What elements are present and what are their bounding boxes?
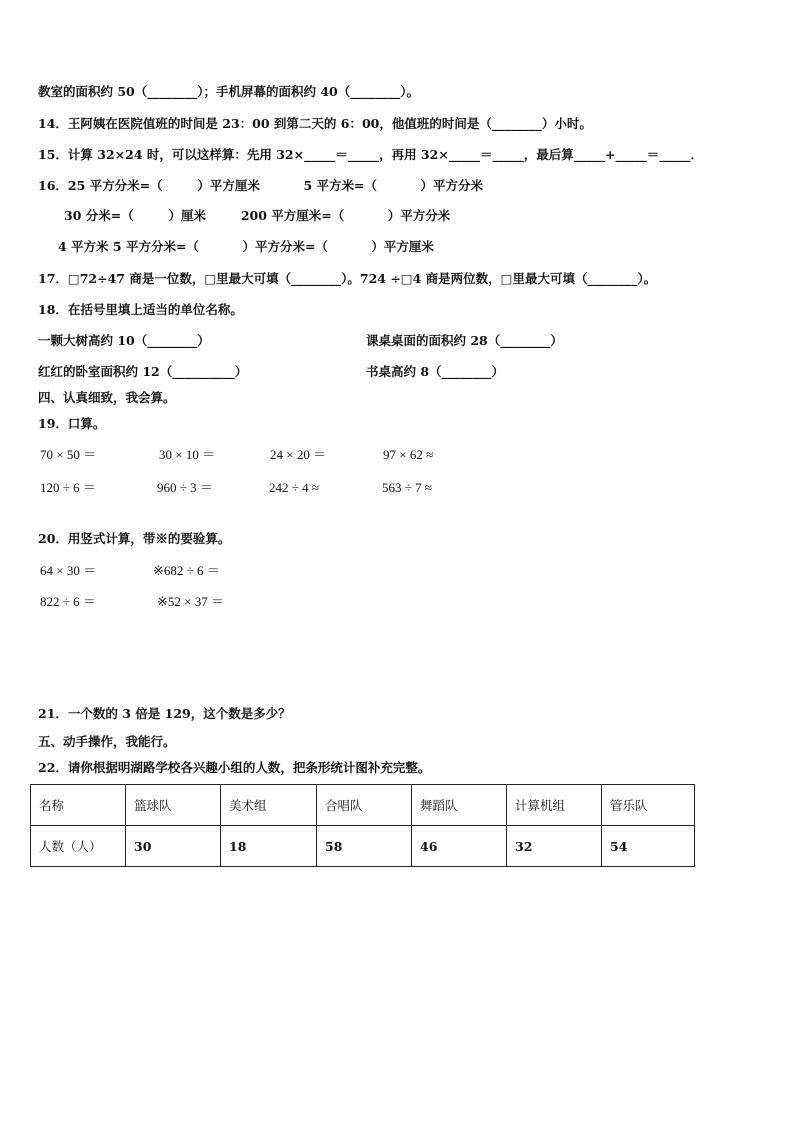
q18-item-table-height: 书桌高约 8（________） bbox=[366, 364, 505, 379]
q20: 20．用竖式计算，带※的要验算。 bbox=[38, 531, 231, 546]
table-cell: 54 bbox=[602, 826, 695, 867]
oral-r1-c1: 70 × 50 ＝ bbox=[40, 447, 97, 462]
table-cell: 30 bbox=[126, 826, 221, 867]
table-row bbox=[31, 826, 695, 867]
vertical-calc-a: 64 × 30 ＝ bbox=[40, 563, 97, 578]
q15: 15．计算 32×24 时，可以这样算：先用 32×_____＝_____，再用 32×_____＝_____，最后算_____+_____＝_____． bbox=[38, 147, 704, 162]
q16-line1: 16．25 平方分米=（ ）平方厘米 5 平方米=（ ）平方分米 bbox=[38, 178, 483, 193]
table-cell: 名称 bbox=[31, 785, 126, 826]
q14: 14．王阿姨在医院值班的时间是 23：00 到第二天的 6：00，他值班的时间是（________）小时。 bbox=[38, 116, 592, 131]
q18-item-bedroom: 红红的卧室面积约 12（__________） bbox=[38, 364, 248, 379]
section-5-heading: 五、动手操作，我能行。 bbox=[38, 734, 176, 749]
table-cell: 美术组 bbox=[221, 785, 317, 826]
oral-r2-c1: 120 ÷ 6 ＝ bbox=[40, 480, 96, 495]
table-cell: 合唱队 bbox=[317, 785, 412, 826]
table-row bbox=[31, 785, 695, 826]
table-cell: 18 bbox=[221, 826, 317, 867]
oral-r1-c4: 97 × 62 ≈ bbox=[383, 447, 434, 462]
oral-r2-c4: 563 ÷ 7 ≈ bbox=[382, 480, 433, 495]
oral-r2-c3: 242 ÷ 4 ≈ bbox=[269, 480, 320, 495]
q16-line3: 4 平方米 5 平方分米=（ ）平方分米=（ ）平方厘米 bbox=[58, 239, 434, 254]
table-cell: 篮球队 bbox=[126, 785, 221, 826]
q16-line2: 30 分米=（ ）厘米 200 平方厘米=（ ）平方分米 bbox=[64, 208, 451, 223]
table-cell: 32 bbox=[507, 826, 602, 867]
vertical-calc-c: 822 ÷ 6 ＝ bbox=[40, 594, 96, 609]
table-cell: 舞蹈队 bbox=[412, 785, 507, 826]
q21: 21．一个数的 3 倍是 129，这个数是多少？ bbox=[38, 706, 291, 721]
table-cell: 58 bbox=[317, 826, 412, 867]
table-cell: 计算机组 bbox=[507, 785, 602, 826]
q17: 17．□72÷47 商是一位数，□里最大可填（________）。724 ÷□4 商是两位数，□里最大可填（________）。 bbox=[38, 271, 657, 286]
oral-r2-c2: 960 ÷ 3 ＝ bbox=[157, 480, 213, 495]
section-4-heading: 四、认真细致，我会算。 bbox=[38, 390, 176, 405]
oral-r1-c3: 24 × 20 ＝ bbox=[270, 447, 327, 462]
table-cell: 46 bbox=[412, 826, 507, 867]
q19: 19．口算。 bbox=[38, 416, 106, 431]
oral-r1-c2: 30 × 10 ＝ bbox=[159, 447, 216, 462]
vertical-calc-b: ※682 ÷ 6 ＝ bbox=[153, 563, 220, 578]
table-cell: 人数（人） bbox=[31, 826, 126, 867]
q18: 18．在括号里填上适当的单位名称。 bbox=[38, 302, 243, 317]
q22: 22．请你根据明湖路学校各兴趣小组的人数，把条形统计图补充完整。 bbox=[38, 760, 431, 775]
q13-continuation: 教室的面积约 50（________）；手机屏幕的面积约 40（________）。 bbox=[38, 84, 419, 99]
interest-group-table bbox=[30, 784, 695, 867]
table-cell: 管乐队 bbox=[602, 785, 695, 826]
vertical-calc-d: ※52 × 37 ＝ bbox=[157, 594, 224, 609]
q18-item-tree: 一颗大树高约 10（________） bbox=[38, 333, 210, 348]
q18-item-desk: 课桌桌面的面积约 28（________） bbox=[366, 333, 563, 348]
